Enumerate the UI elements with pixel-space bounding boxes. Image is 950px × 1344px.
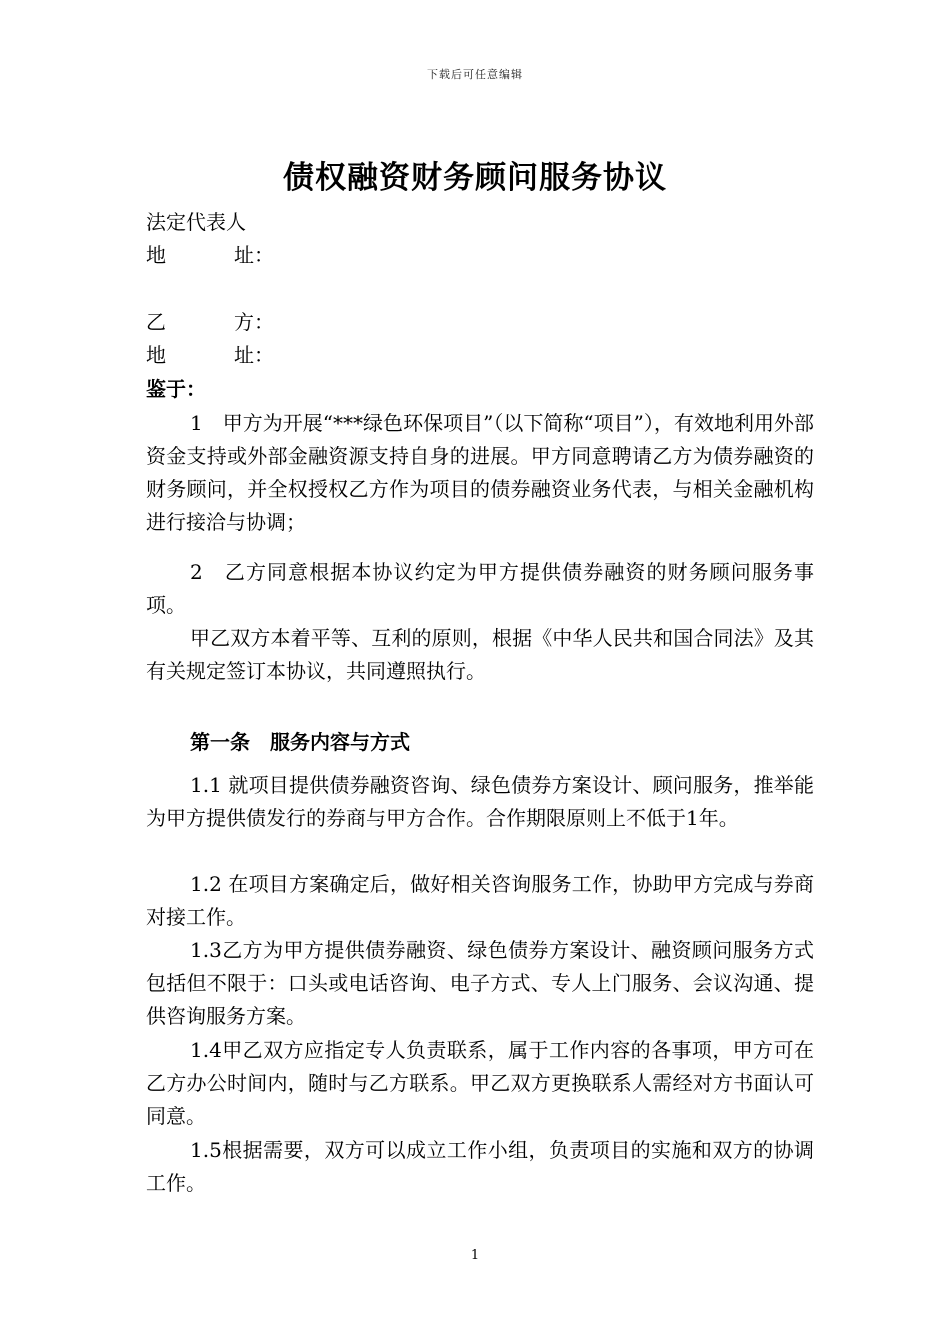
address-line-a (146, 239, 274, 272)
legal-rep-line (146, 206, 246, 239)
address-line-b (146, 339, 274, 372)
address-label-b1: 地 (146, 343, 166, 367)
section-1-item-5: 1.5根据需要，双方可以成立工作小组，负责项目的实施和双方的协调工作。 (146, 1138, 814, 1195)
legal-rep-label: 法定代表人 (146, 210, 246, 234)
party-b-label-1: 乙 (146, 310, 166, 334)
section-1-item-3: 1.3乙方为甲方提供债券融资、绿色债券方案设计、融资顾问服务方式包括但不限于：口头或电话咨询、电子方式、专人上门服务、会议沟通、提供咨询服务方案。 (146, 938, 814, 1028)
address-label-b2: 址： (234, 343, 274, 367)
whereas-paragraph-2: 2 乙方同意根据本协议约定为甲方提供债券融资的财务顾问服务事项。 (146, 560, 814, 617)
section-1-item-4: 1.4甲乙双方应指定专人负责联系，属于工作内容的各事项，甲方可在乙方办公时间内，随时与乙方联系。甲乙双方更换联系人需经对方书面认可同意。 (146, 1038, 814, 1128)
section-1-title: 第一条 服务内容与方式 (190, 730, 410, 754)
section-1-item-1: 1.1 就项目提供债券融资咨询、绿色债券方案设计、顾问服务，推举能为甲方提供债发行的券商与甲方合作。合作期限原则上不低于1年。 (146, 773, 814, 830)
header-note: 下载后可任意编辑 (427, 68, 523, 81)
whereas-paragraph-3: 甲乙双方本着平等、互利的原则，根据《中华人民共和国合同法》及其有关规定签订本协议，共同遵照执行。 (146, 626, 814, 683)
whereas-paragraph-1: 1 甲方为开展“***绿色环保项目”（以下简称“项目”），有效地利用外部资金支持或外部金融资源支持自身的进展。甲方同意聘请乙方为债券融资的财务顾问，并全权授权乙方作为项目的债券融资业务代表，与相关金融机构进行接洽与协调； (146, 411, 814, 534)
address-label-a1: 地 (146, 243, 166, 267)
party-b-label-2: 方： (234, 310, 274, 334)
page-number: 1 (470, 1248, 480, 1263)
address-label-a2: 址： (234, 243, 274, 267)
party-b-line (146, 306, 274, 339)
document-title: 债权融资财务顾问服务协议 (283, 160, 667, 196)
section-1-item-2: 1.2 在项目方案确定后，做好相关咨询服务工作，协助甲方完成与券商对接工作。 (146, 872, 814, 929)
whereas-label: 鉴于： (146, 377, 206, 401)
